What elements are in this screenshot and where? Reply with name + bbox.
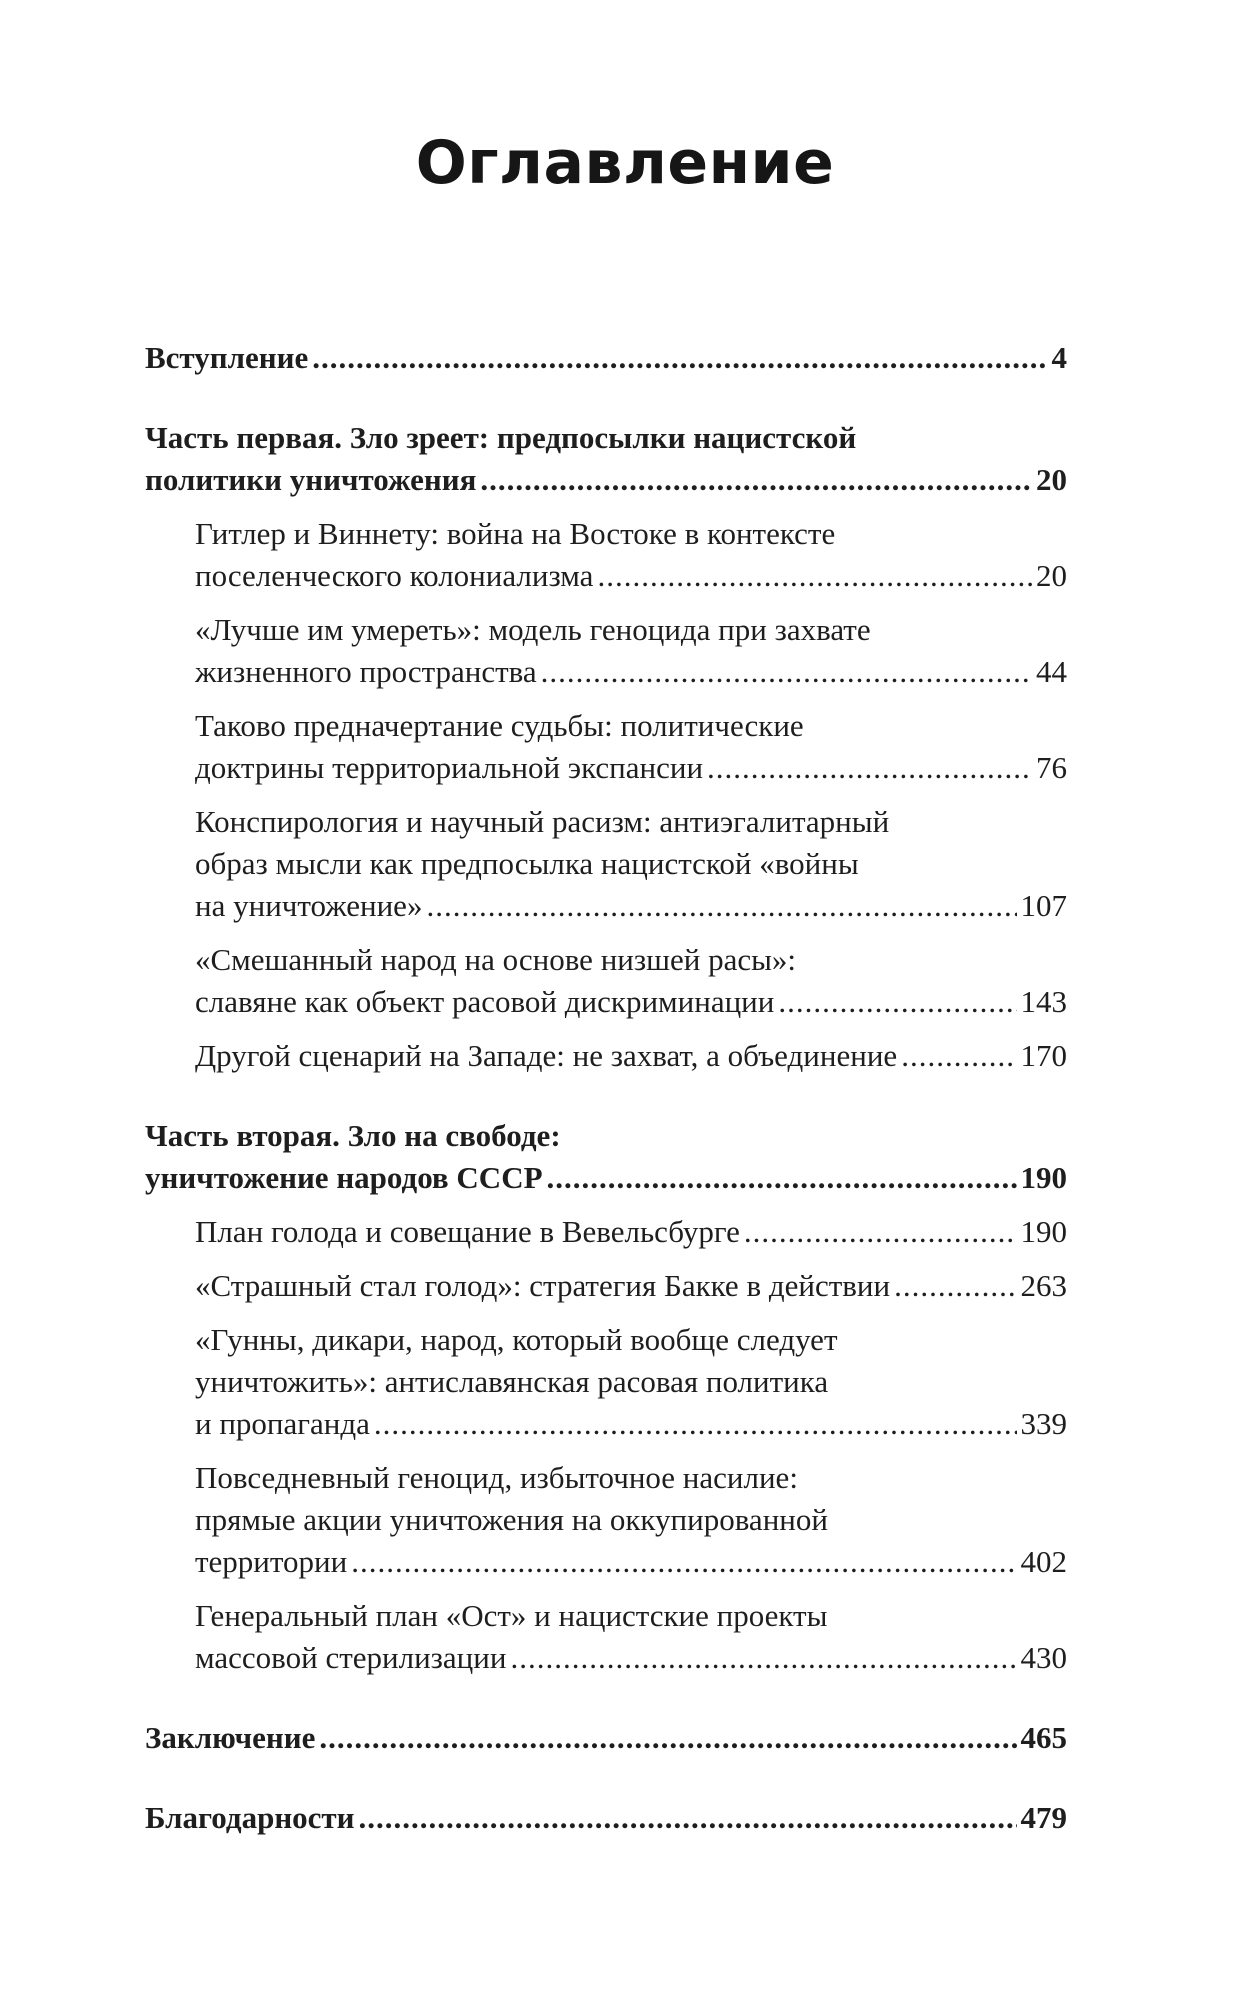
toc-entry[interactable] — [145, 1797, 1067, 1839]
dot-leader — [480, 459, 1032, 501]
toc-entry-line: Часть вторая. Зло на свободе: — [145, 1118, 561, 1153]
toc-entry-line: уничтожение народов СССР — [145, 1160, 543, 1195]
page-number: 190 — [1020, 1214, 1067, 1249]
dot-leader — [359, 1797, 1017, 1839]
toc-entry[interactable] — [195, 1595, 1067, 1679]
toc-entry[interactable] — [195, 1457, 1067, 1583]
toc-entry-line: Вступление — [145, 340, 309, 375]
toc-entry-line: жизненного пространства — [195, 654, 537, 689]
page-number: 465 — [1020, 1720, 1067, 1755]
toc-entry[interactable] — [195, 1211, 1067, 1253]
toc-entry-line: Гитлер и Виннету: война на Востоке в контексте — [195, 516, 836, 551]
toc-entry[interactable] — [195, 1035, 1067, 1077]
dot-leader — [426, 885, 1016, 927]
toc-entry-line: «Лучше им умереть»: модель геноцида при захвате — [195, 612, 871, 647]
page-number: 430 — [1020, 1640, 1067, 1675]
toc-entry-line: массовой стерилизации — [195, 1640, 507, 1675]
page-number: 402 — [1020, 1544, 1067, 1579]
toc-entry-line: Повседневный геноцид, избыточное насилие: — [195, 1460, 798, 1495]
toc-entry-last-line — [145, 1717, 1067, 1759]
toc-entry-last-line — [195, 1541, 1067, 1583]
page-number: 44 — [1036, 654, 1067, 689]
dot-leader — [744, 1211, 1017, 1253]
toc-entry-line: Часть первая. Зло зреет: предпосылки нацистской — [145, 420, 857, 455]
table-of-contents — [145, 337, 1067, 1839]
page-number: 107 — [1020, 888, 1067, 923]
toc-entry[interactable] — [145, 337, 1067, 379]
toc-entry[interactable] — [145, 1115, 1067, 1199]
toc-entry[interactable] — [195, 705, 1067, 789]
toc-entry[interactable] — [145, 1717, 1067, 1759]
page-number: 170 — [1020, 1038, 1067, 1073]
dot-leader — [597, 555, 1032, 597]
toc-entry-line: доктрины территориальной экспансии — [195, 750, 704, 785]
toc-entry-last-line — [195, 651, 1067, 693]
page-number: 190 — [1020, 1160, 1067, 1195]
toc-entry[interactable] — [195, 939, 1067, 1023]
dot-leader — [901, 1035, 1016, 1077]
page-number: 143 — [1020, 984, 1067, 1019]
page-number: 263 — [1020, 1268, 1067, 1303]
toc-entry[interactable] — [195, 1319, 1067, 1445]
toc-entry-last-line — [195, 885, 1067, 927]
toc-entry-line: Благодарности — [145, 1800, 355, 1835]
dot-leader — [547, 1157, 1017, 1199]
dot-leader — [351, 1541, 1016, 1583]
page-number: 20 — [1036, 558, 1067, 593]
toc-entry-line: Таково предначертание судьбы: политические — [195, 708, 804, 743]
toc-entry-line: прямые акции уничтожения на оккупированной — [195, 1502, 828, 1537]
page-number: 20 — [1036, 462, 1067, 497]
toc-entry-line: Заключение — [145, 1720, 316, 1755]
toc-entry[interactable] — [195, 801, 1067, 927]
toc-entry-last-line — [145, 459, 1067, 501]
page-number: 76 — [1036, 750, 1067, 785]
toc-entry-line: территории — [195, 1544, 348, 1579]
toc-entry-last-line — [195, 1265, 1067, 1307]
dot-leader — [374, 1403, 1017, 1445]
toc-entry-line: уничтожить»: антиславянская расовая политика — [195, 1364, 829, 1399]
page-number: 339 — [1020, 1406, 1067, 1441]
dot-leader — [312, 337, 1047, 379]
toc-entry-last-line — [195, 1211, 1067, 1253]
page-number: 4 — [1051, 340, 1067, 375]
toc-entry-line: поселенческого колониализма — [195, 558, 594, 593]
dot-leader — [319, 1717, 1016, 1759]
toc-entry[interactable] — [195, 609, 1067, 693]
toc-entry-line: славяне как объект расовой дискриминации — [195, 984, 775, 1019]
toc-entry-last-line — [195, 981, 1067, 1023]
toc-entry[interactable] — [195, 1265, 1067, 1307]
toc-entry-line: «Страшный стал голод»: стратегия Бакке в действии — [195, 1268, 891, 1303]
dot-leader — [894, 1265, 1016, 1307]
dot-leader — [707, 747, 1032, 789]
toc-entry-last-line — [195, 747, 1067, 789]
toc-entry-last-line — [145, 337, 1067, 379]
toc-entry-last-line — [195, 1035, 1067, 1077]
toc-entry-line: Генеральный план «Ост» и нацистские проекты — [195, 1598, 828, 1633]
toc-entry[interactable] — [195, 513, 1067, 597]
dot-leader — [778, 981, 1016, 1023]
toc-entry-line: План голода и совещание в Вевельсбурге — [195, 1214, 740, 1249]
toc-entry-line: «Гунны, дикари, народ, который вообще следует — [195, 1322, 838, 1357]
toc-entry-last-line — [195, 1403, 1067, 1445]
toc-entry-line: «Смешанный народ на основе низшей расы»: — [195, 942, 797, 977]
dot-leader — [541, 651, 1032, 693]
page-title: Оглавление — [415, 128, 835, 198]
toc-entry-last-line — [195, 1637, 1067, 1679]
dot-leader — [510, 1637, 1016, 1679]
toc-entry-line: на уничтожение» — [195, 888, 423, 923]
toc-entry-line: и пропаганда — [195, 1406, 370, 1441]
toc-entry-line: образ мысли как предпосылка нацистской «войны — [195, 846, 859, 881]
toc-entry-line: Другой сценарий на Западе: не захват, а объединение — [195, 1038, 898, 1073]
toc-entry-last-line — [195, 555, 1067, 597]
toc-entry-line: Конспирология и научный расизм: антиэгалитарный — [195, 804, 890, 839]
page-number: 479 — [1020, 1800, 1067, 1835]
toc-entry-last-line — [145, 1797, 1067, 1839]
toc-entry-last-line — [145, 1157, 1067, 1199]
toc-entry[interactable] — [145, 417, 1067, 501]
toc-entry-line: политики уничтожения — [145, 462, 477, 497]
